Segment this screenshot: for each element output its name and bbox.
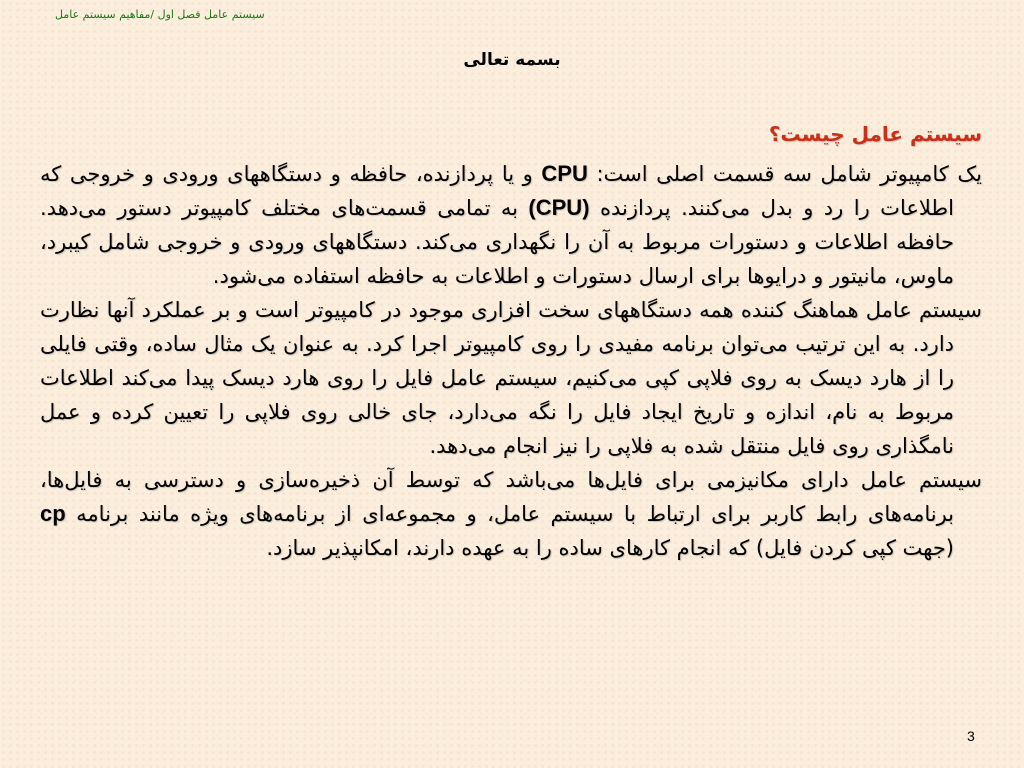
p1-text-a: یک کامپیوتر شامل سه قسمت اصلی است: xyxy=(596,162,982,186)
p1-text-c: به تمامی قسمت‌های مختلف کامپیوتر دستور می‌دهد. حافظه اطلاعات و دستورات مربوط به آن را نگهداری می‌کند. دستگاههای ورودی و خروجی شامل کیبرد، ماوس، مانیتور و درایوها برای ارسال دستورات و اطلاعات به حافظه استفاده می‌شود. xyxy=(40,196,954,288)
p3-text-a: سیستم عامل دارای مکانیزمی برای فایل‌ها می‌باشد که توسط آن ذخیره‌سازی و دسترسی به فایل‌ها، برنامه‌های رابط کاربر برای ارتباط با سیستم عامل، و مجموعه‌ای از برنامه‌های ویژه مانند برنامه xyxy=(40,468,982,526)
cp-command-term: cp xyxy=(40,501,66,526)
slide-content xyxy=(40,157,982,565)
cpu-term: CPU xyxy=(541,161,588,186)
slide-header: سیستم عامل فصل اول /مفاهیم سیستم عامل xyxy=(55,8,265,21)
slide-title: سیستم عامل چیست؟ xyxy=(768,122,982,146)
bismillah-subtitle: بسمه تعالی xyxy=(463,50,561,70)
cpu-term-parenthesized: (CPU) xyxy=(528,195,590,220)
paragraph-computer-parts xyxy=(40,157,982,293)
paragraph-os-coordination: سیستم عامل هماهنگ کننده همه دستگاههای سخت افزاری موجود در کامپیوتر است و بر عملکرد آنها نظارت دارد. به این ترتیب می‌توان برنامه مفیدی را روی کامپیوتر اجرا کرد. به عنوان یک مثال ساده، وقتی فایلی را از هارد دیسک به روی فلاپی کپی می‌کنیم، سیستم عامل فایل را روی هارد دیسک پیدا می‌کند اطلاعات مربوط به نام، اندازه و تاریخ ایجاد فایل را نگه می‌دارد، جای خالی روی فلاپی را تعیین کرده و عمل نامگذاری روی فایل منتقل شده به فلاپی را نیز انجام می‌دهد. xyxy=(40,298,982,458)
p1-text-b: و یا پردازنده، حافظه و دستگاههای ورودی و خروجی که اطلاعات را رد و بدل می‌کنند. پردازنده xyxy=(40,162,954,220)
p3-text-b: (جهت کپی کردن فایل) که انجام کارهای ساده را به عهده دارند، امکانپذیر سازد. xyxy=(266,536,954,560)
page-number: 3 xyxy=(967,728,975,744)
paragraph-file-mechanism xyxy=(40,463,982,565)
